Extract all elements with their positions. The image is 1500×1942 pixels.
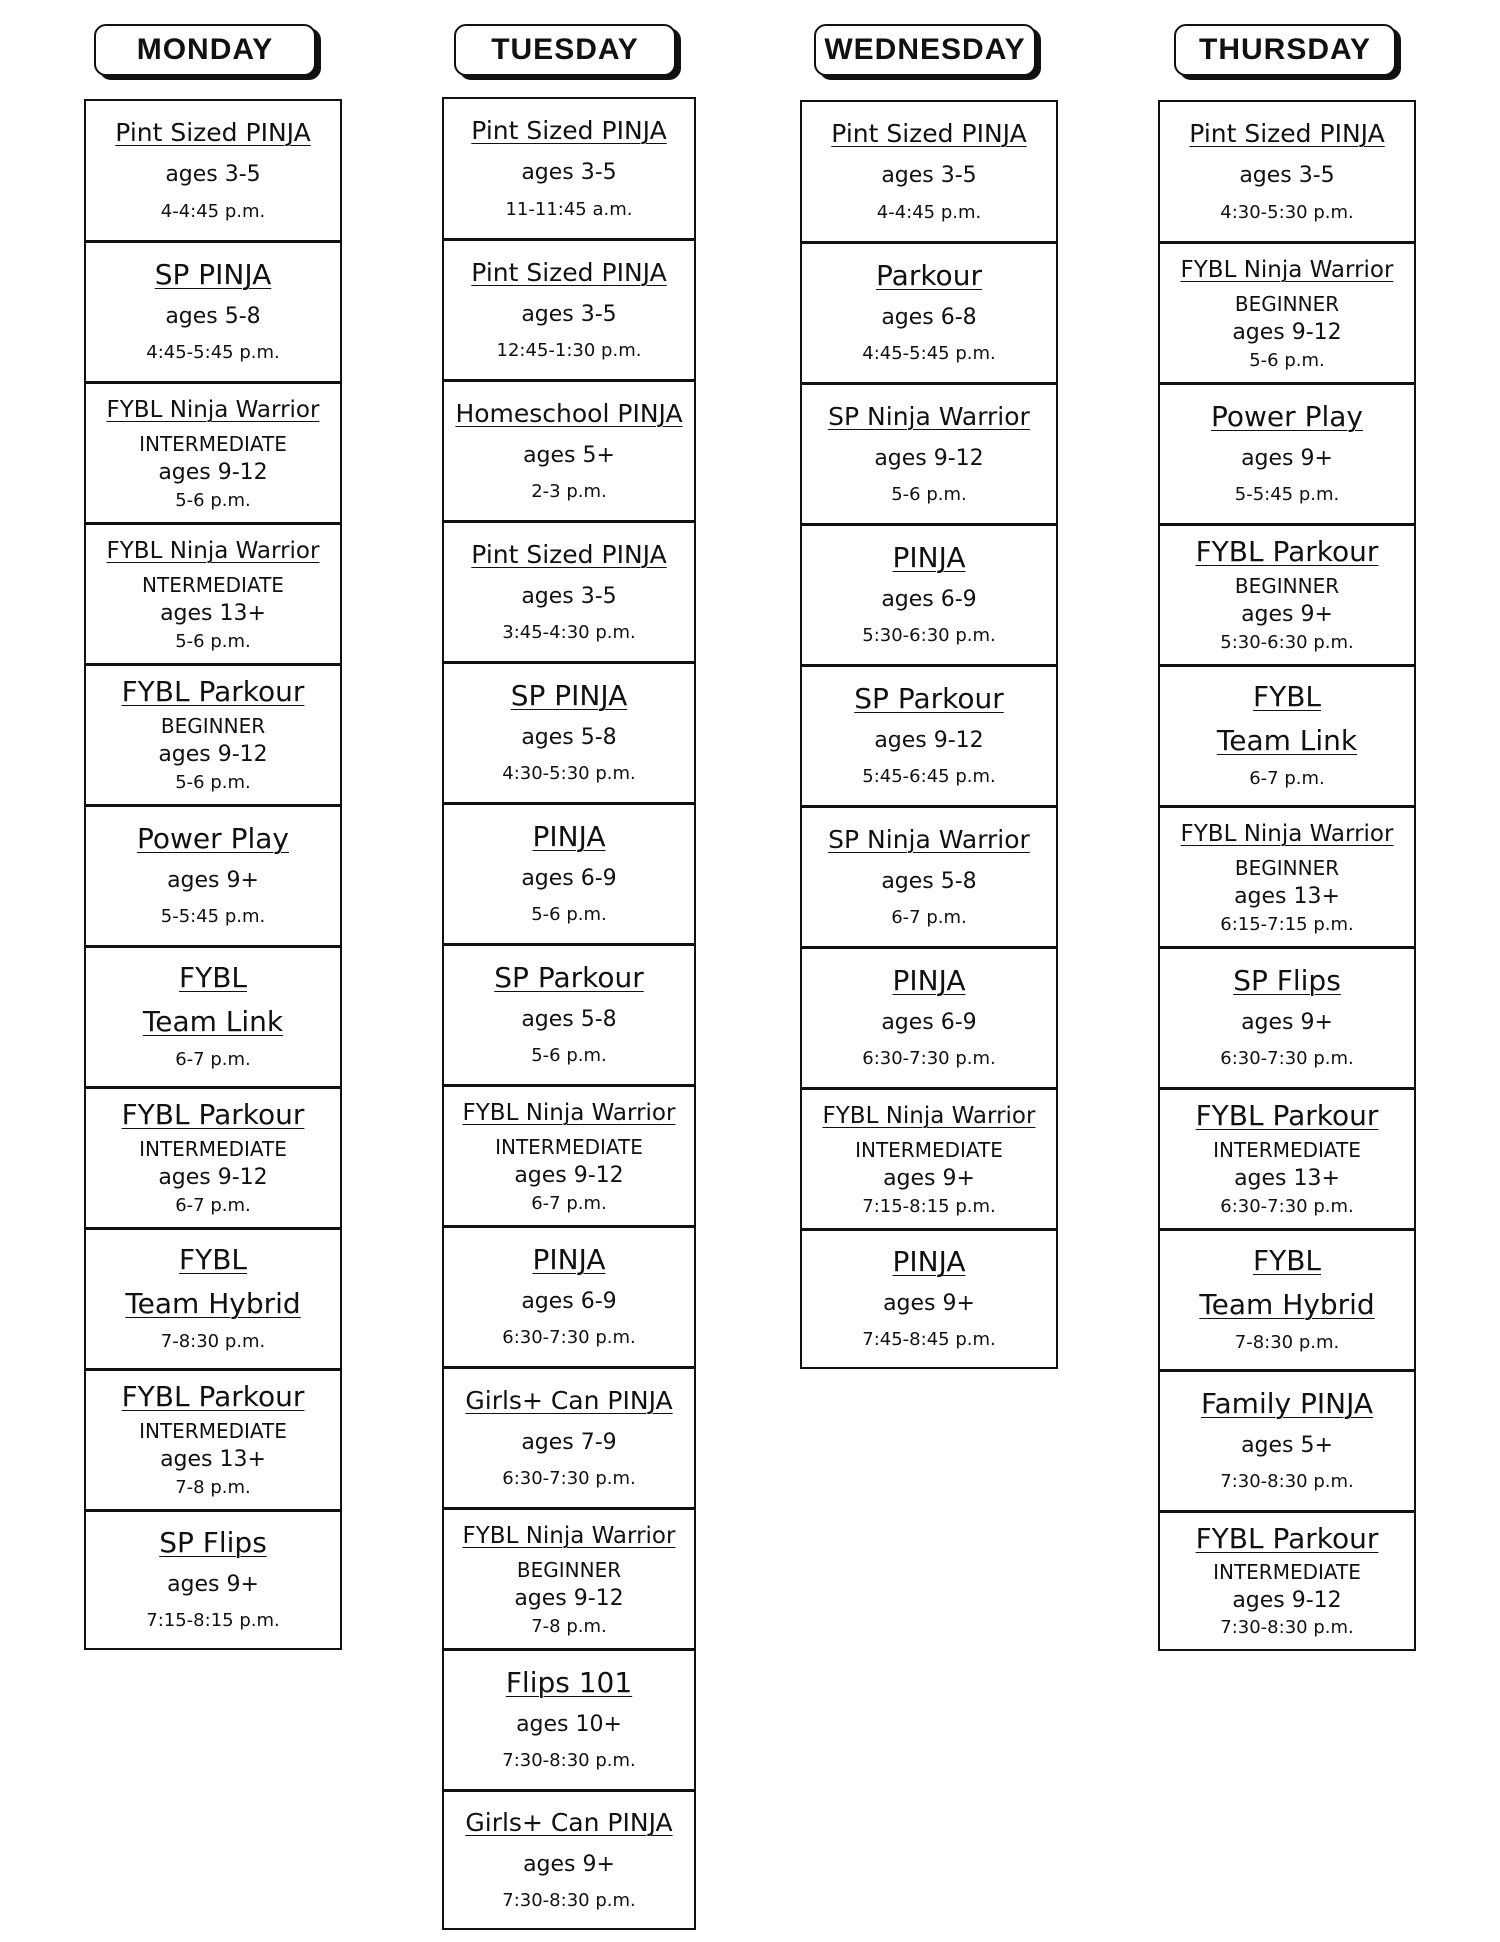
class-title: FYBL xyxy=(1252,1244,1322,1278)
class-card xyxy=(1158,805,1416,946)
class-card xyxy=(800,664,1058,805)
class-card xyxy=(1158,241,1416,382)
class-title: SP Ninja Warrior xyxy=(828,824,1030,854)
class-title: PINJA xyxy=(892,540,966,574)
class-title: Homeschool PINJA xyxy=(455,398,683,428)
class-card xyxy=(84,945,342,1086)
class-title: FYBL Parkour xyxy=(1195,1521,1379,1555)
class-ages: ages 9+ xyxy=(883,1290,975,1316)
class-ages: ages 9+ xyxy=(523,1851,615,1877)
class-time: 11-11:45 a.m. xyxy=(505,199,633,220)
class-time: 6-7 p.m. xyxy=(1249,767,1325,789)
class-level: NTERMEDIATE xyxy=(142,573,284,597)
class-card xyxy=(442,1789,696,1930)
class-card xyxy=(84,1086,342,1227)
class-time: 6:15-7:15 p.m. xyxy=(1220,914,1354,935)
class-card xyxy=(84,804,342,945)
class-title: SP Parkour xyxy=(854,681,1004,715)
class-card xyxy=(442,802,696,943)
class-time: 6-7 p.m. xyxy=(175,1195,251,1216)
class-time: 5-6 p.m. xyxy=(175,772,251,793)
class-level: INTERMEDIATE xyxy=(1213,1138,1361,1162)
class-ages: ages 3-5 xyxy=(521,301,617,327)
class-card xyxy=(1158,523,1416,664)
class-title: FYBL xyxy=(178,961,248,995)
class-title: FYBL Parkour xyxy=(1195,535,1379,568)
class-ages: ages 9-12 xyxy=(158,460,268,485)
class-ages: ages 5-8 xyxy=(521,1006,617,1032)
class-ages: ages 9-12 xyxy=(874,445,984,471)
class-time: 5-6 p.m. xyxy=(531,904,607,926)
class-time: 2-3 p.m. xyxy=(531,481,607,503)
class-title: FYBL Ninja Warrior xyxy=(1180,257,1394,283)
class-title: FYBL Ninja Warrior xyxy=(106,397,320,423)
class-card xyxy=(800,1228,1058,1369)
class-ages: ages 6-9 xyxy=(881,1009,977,1035)
class-title: SP Flips xyxy=(1233,963,1341,997)
class-card xyxy=(1158,100,1416,241)
day-header-thursday: THURSDAY xyxy=(1174,24,1396,76)
class-ages: ages 3-5 xyxy=(521,583,617,609)
class-level: BEGINNER xyxy=(1234,292,1340,316)
class-level: INTERMEDIATE xyxy=(139,432,287,456)
class-title: PINJA xyxy=(532,1242,606,1276)
class-ages: ages 9-12 xyxy=(874,727,984,753)
class-ages: ages 3-5 xyxy=(881,163,977,188)
class-ages: ages 9+ xyxy=(167,1571,259,1597)
class-title: Pint Sized PINJA xyxy=(471,257,667,287)
class-title: Girls+ Can PINJA xyxy=(465,1808,673,1838)
day-header-tuesday: TUESDAY xyxy=(454,24,676,76)
class-card xyxy=(800,805,1058,946)
class-ages: ages 3-5 xyxy=(165,162,261,187)
class-ages: ages 5+ xyxy=(1241,1432,1333,1458)
class-time: 4:30-5:30 p.m. xyxy=(1220,202,1354,223)
class-title: Pint Sized PINJA xyxy=(115,118,311,147)
class-ages: ages 9-12 xyxy=(1232,1587,1342,1613)
class-time: 4:45-5:45 p.m. xyxy=(146,342,280,364)
class-card xyxy=(800,382,1058,523)
class-card xyxy=(800,100,1058,241)
class-card xyxy=(442,520,696,661)
class-title: FYBL Ninja Warrior xyxy=(822,1103,1036,1129)
class-title: Pint Sized PINJA xyxy=(471,116,667,145)
class-ages: ages 5-8 xyxy=(165,303,261,329)
class-time: 6:30-7:30 p.m. xyxy=(862,1048,996,1070)
class-time: 5-6 p.m. xyxy=(175,490,251,511)
class-title: SP PINJA xyxy=(510,678,628,712)
class-time: 7:30-8:30 p.m. xyxy=(1220,1471,1354,1493)
class-card xyxy=(1158,946,1416,1087)
class-card xyxy=(84,1509,342,1650)
class-card xyxy=(1158,1228,1416,1369)
class-card xyxy=(442,379,696,520)
class-card xyxy=(442,1084,696,1225)
class-level: BEGINNER xyxy=(160,714,266,738)
class-title: SP Flips xyxy=(159,1526,267,1560)
class-ages: ages 9+ xyxy=(883,1166,975,1191)
class-time: 7:15-8:15 p.m. xyxy=(146,1609,280,1631)
class-title: Power Play xyxy=(1211,399,1363,433)
class-time: 7:15-8:15 p.m. xyxy=(862,1196,996,1217)
class-time: 6:30-7:30 p.m. xyxy=(502,1327,636,1349)
class-card xyxy=(1158,1369,1416,1510)
class-title: SP Ninja Warrior xyxy=(828,401,1030,431)
class-card xyxy=(800,523,1058,664)
day-header-wednesday: WEDNESDAY xyxy=(814,24,1036,76)
class-card xyxy=(1158,664,1416,805)
class-time: 4-4:45 p.m. xyxy=(876,202,982,223)
class-time: 6:30-7:30 p.m. xyxy=(502,1468,636,1490)
class-time: 5-5:45 p.m. xyxy=(1234,484,1340,506)
class-ages: ages 6-8 xyxy=(881,304,977,330)
class-ages: ages 13+ xyxy=(1234,1166,1340,1191)
class-time: 7:30-8:30 p.m. xyxy=(502,1750,636,1772)
class-card xyxy=(84,1227,342,1368)
class-title: Team Hybrid xyxy=(1199,1287,1375,1321)
class-time: 7-8 p.m. xyxy=(175,1477,251,1498)
class-level: INTERMEDIATE xyxy=(855,1138,1003,1162)
class-card xyxy=(84,1368,342,1509)
class-title: FYBL Ninja Warrior xyxy=(1180,821,1394,847)
class-time: 6-7 p.m. xyxy=(175,1048,251,1070)
class-card xyxy=(442,1648,696,1789)
class-time: 12:45-1:30 p.m. xyxy=(496,340,642,362)
class-ages: ages 5-8 xyxy=(881,868,977,894)
class-ages: ages 9+ xyxy=(1241,602,1333,627)
class-time: 4:30-5:30 p.m. xyxy=(502,763,636,785)
class-time: 4:45-5:45 p.m. xyxy=(862,343,996,365)
class-ages: ages 13+ xyxy=(160,601,266,626)
class-title: Pint Sized PINJA xyxy=(1189,119,1385,148)
class-card xyxy=(84,240,342,381)
class-ages: ages 9+ xyxy=(1241,1009,1333,1035)
class-level: BEGINNER xyxy=(1234,574,1340,598)
class-card xyxy=(84,99,342,240)
class-ages: ages 9-12 xyxy=(514,1163,624,1188)
class-ages: ages 9-12 xyxy=(158,742,268,767)
class-title: Girls+ Can PINJA xyxy=(465,1385,673,1415)
class-time: 5-6 p.m. xyxy=(175,631,251,652)
class-ages: ages 9-12 xyxy=(1232,320,1342,345)
class-title: Team Link xyxy=(142,1004,284,1038)
class-card xyxy=(442,1225,696,1366)
class-title: SP PINJA xyxy=(154,257,272,291)
class-ages: ages 9-12 xyxy=(514,1586,624,1611)
class-time: 6-7 p.m. xyxy=(891,907,967,929)
class-ages: ages 5+ xyxy=(523,442,615,468)
class-title: FYBL Parkour xyxy=(121,1380,305,1413)
class-title: FYBL Ninja Warrior xyxy=(462,1100,676,1126)
class-title: Parkour xyxy=(876,258,982,292)
class-card xyxy=(442,238,696,379)
class-ages: ages 9+ xyxy=(167,867,259,893)
class-time: 7-8:30 p.m. xyxy=(160,1330,266,1352)
class-time: 7:45-8:45 p.m. xyxy=(862,1328,996,1350)
class-time: 5-6 p.m. xyxy=(891,484,967,506)
class-card xyxy=(84,522,342,663)
class-level: INTERMEDIATE xyxy=(139,1137,287,1161)
class-ages: ages 3-5 xyxy=(1239,163,1335,188)
class-title: Pint Sized PINJA xyxy=(831,119,1027,148)
class-time: 7-8 p.m. xyxy=(531,1616,607,1637)
class-card xyxy=(1158,1510,1416,1651)
class-level: INTERMEDIATE xyxy=(139,1419,287,1443)
class-card xyxy=(442,943,696,1084)
class-time: 6:30-7:30 p.m. xyxy=(1220,1048,1354,1070)
class-time: 5:30-6:30 p.m. xyxy=(1220,632,1354,653)
class-time: 6-7 p.m. xyxy=(531,1193,607,1214)
class-title: SP Parkour xyxy=(494,960,644,994)
class-title: PINJA xyxy=(532,819,606,853)
wednesday-class-list xyxy=(800,100,1058,1369)
class-ages: ages 10+ xyxy=(516,1711,622,1737)
class-time: 5:45-6:45 p.m. xyxy=(862,766,996,788)
class-level: INTERMEDIATE xyxy=(1213,1560,1361,1585)
class-card xyxy=(1158,1087,1416,1228)
class-ages: ages 9+ xyxy=(1241,445,1333,471)
class-time: 7:30-8:30 p.m. xyxy=(502,1889,636,1911)
class-title: PINJA xyxy=(892,963,966,997)
class-ages: ages 13+ xyxy=(160,1447,266,1472)
class-time: 5-6 p.m. xyxy=(531,1045,607,1067)
monday-class-list xyxy=(84,99,342,1650)
class-title: FYBL Parkour xyxy=(121,1098,305,1131)
class-card xyxy=(800,946,1058,1087)
class-card xyxy=(442,1507,696,1648)
class-level: BEGINNER xyxy=(1234,856,1340,880)
class-title: Power Play xyxy=(137,821,289,855)
class-title: Team Link xyxy=(1216,723,1358,757)
class-title: FYBL Ninja Warrior xyxy=(462,1523,676,1549)
class-time: 3:45-4:30 p.m. xyxy=(502,622,636,644)
class-card xyxy=(84,381,342,522)
class-ages: ages 13+ xyxy=(1234,884,1340,909)
class-title: FYBL Parkour xyxy=(121,675,305,708)
class-ages: ages 7-9 xyxy=(521,1429,617,1455)
class-ages: ages 9-12 xyxy=(158,1165,268,1190)
class-title: FYBL Ninja Warrior xyxy=(106,538,320,564)
class-title: FYBL xyxy=(1252,680,1322,714)
class-ages: ages 6-9 xyxy=(881,586,977,612)
class-time: 7-8:30 p.m. xyxy=(1234,1331,1340,1353)
class-card xyxy=(800,1087,1058,1228)
class-card xyxy=(442,661,696,802)
class-time: 7:30-8:30 p.m. xyxy=(1220,1617,1354,1639)
class-time: 5-5:45 p.m. xyxy=(160,906,266,928)
class-card xyxy=(800,241,1058,382)
class-card xyxy=(442,97,696,238)
class-ages: ages 3-5 xyxy=(521,160,617,185)
class-title: FYBL xyxy=(178,1243,248,1277)
class-level: BEGINNER xyxy=(516,1558,622,1582)
class-time: 5:30-6:30 p.m. xyxy=(862,625,996,647)
class-card xyxy=(442,1366,696,1507)
tuesday-class-list xyxy=(442,97,696,1930)
class-time: 6:30-7:30 p.m. xyxy=(1220,1196,1354,1217)
class-title: Pint Sized PINJA xyxy=(471,539,667,569)
class-title: PINJA xyxy=(892,1245,966,1279)
class-ages: ages 6-9 xyxy=(521,865,617,891)
day-header-monday: MONDAY xyxy=(94,24,316,76)
class-card xyxy=(84,663,342,804)
class-level: INTERMEDIATE xyxy=(495,1135,643,1159)
class-time: 5-6 p.m. xyxy=(1249,350,1325,371)
class-card xyxy=(1158,382,1416,523)
class-time: 4-4:45 p.m. xyxy=(160,201,266,222)
class-title: Team Hybrid xyxy=(125,1286,301,1320)
class-ages: ages 5-8 xyxy=(521,724,617,750)
class-ages: ages 6-9 xyxy=(521,1288,617,1314)
thursday-class-list xyxy=(1158,100,1416,1651)
class-title: FYBL Parkour xyxy=(1195,1099,1379,1132)
class-title: Family PINJA xyxy=(1200,1386,1373,1420)
class-title: Flips 101 xyxy=(505,1665,633,1699)
